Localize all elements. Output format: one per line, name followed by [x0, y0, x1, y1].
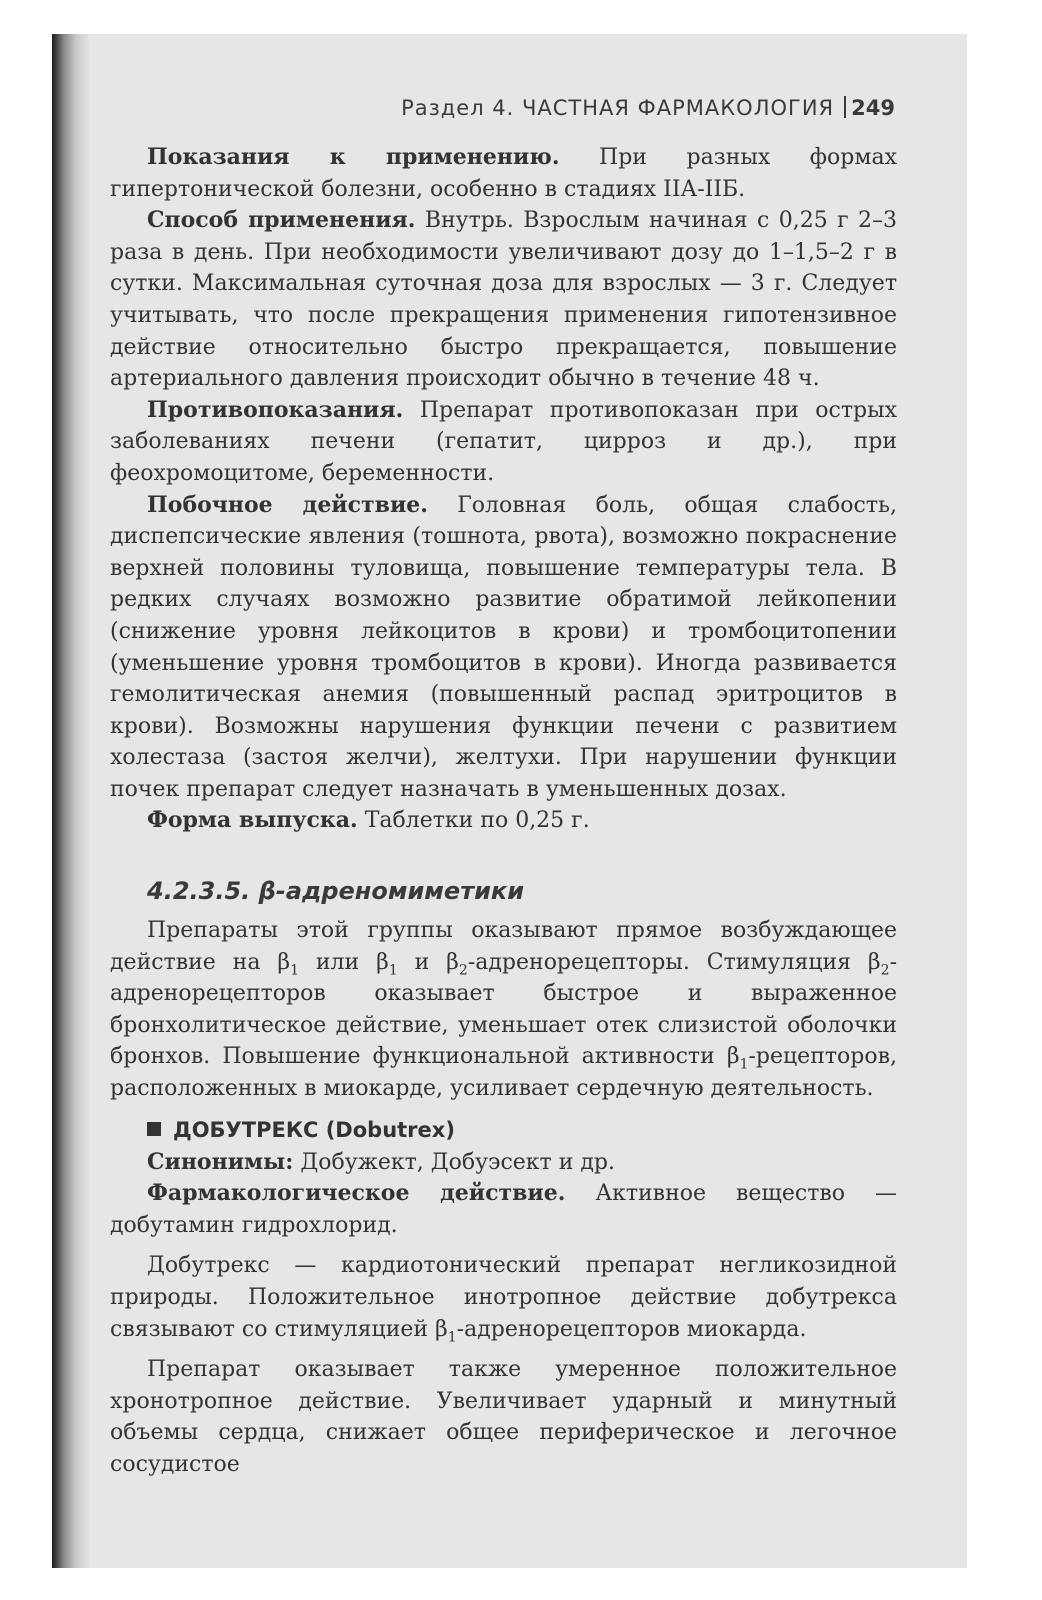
- book-page: [90, 34, 967, 1568]
- page-number: 249: [851, 96, 895, 120]
- usage-text: Внутрь. Взрослым начиная с 0,25 г 2–3 раза в день. При необходимости увеличивают дозу до 1–1,5–2 г в сутки. Максимальная суточная доза для взрослых — 3 г. Следует учитывать, что после прекращения применения гипотензивное действие относительно быстро прекращается, повышение артериального давления происходит обычно в течение 48 ч.: [110, 208, 897, 392]
- contraindications-label: Противопоказания.: [147, 396, 404, 423]
- header-separator: [844, 96, 846, 118]
- release-form-paragraph: [110, 805, 897, 837]
- header-section-title: Раздел 4. ЧАСТНАЯ ФАРМАКОЛОГИЯ: [401, 96, 835, 120]
- pharmacological-action-text: Активное вещество — добутамин гидрохлорид.: [110, 1181, 898, 1238]
- intro-text-3: и β: [397, 949, 459, 975]
- drug-heading: [110, 1113, 897, 1147]
- drug-name: ДОБУТРЕКС (Dobutrex): [173, 1117, 455, 1142]
- indications-paragraph: [110, 142, 897, 205]
- section-intro-paragraph: [110, 915, 897, 1105]
- contraindications-paragraph: [110, 395, 897, 490]
- indications-text: При разных формах гипертонической болезни, особенно в стадиях IIА-IIБ.: [110, 145, 897, 202]
- dobutrex-effects-paragraph: [110, 1354, 897, 1480]
- intro-text-1: Препараты этой группы оказывают прямое возбуждающее действие на β: [110, 918, 897, 975]
- dobutrex-effects-text: Препарат оказывает также умеренное положительное хронотропное действие. Увеличивает ударный и минутный объемы сердца, снижает общее периферическое и легочное сосудистое: [110, 1357, 897, 1477]
- synonyms-label: Синонимы:: [147, 1148, 294, 1175]
- intro-subscript-5: 1: [739, 1056, 749, 1073]
- release-form-text: Таблетки по 0,25 г.: [364, 808, 590, 834]
- usage-paragraph: [110, 205, 897, 395]
- section-heading: 4.2.3.5. β-адреномиметики: [147, 877, 525, 906]
- running-header: [401, 96, 895, 120]
- side-effects-label: Побочное действие.: [147, 491, 428, 518]
- side-effects-paragraph: [110, 490, 897, 806]
- synonyms-paragraph: [110, 1147, 897, 1179]
- intro-subscript-2: 1: [388, 962, 398, 979]
- scan-binding-shadow: [52, 34, 90, 1568]
- pharmacological-action-paragraph: [110, 1178, 897, 1241]
- pharmacological-action-label: Фармакологическое действие.: [147, 1180, 566, 1207]
- dobutrex-description-paragraph: [110, 1250, 897, 1345]
- square-bullet-icon: [147, 1122, 161, 1136]
- page-body: [110, 142, 897, 1481]
- intro-text-2: или β: [299, 949, 389, 975]
- usage-label: Способ применения.: [147, 207, 416, 234]
- release-form-label: Форма выпуска.: [147, 807, 358, 834]
- intro-text-5: -адренорецепторов оказывает быстрое и выраженное бронхолитическое действие, уменьшает отек слизистой оболочки бронхов. Повышение функциональной активности β: [110, 949, 897, 1070]
- dobutrex-description-text-a: Добутрекс — кардиотонический препарат негликозидной природы. Положительное инотропное действие добутрекса связывают со стимуляцией β: [110, 1253, 897, 1342]
- contraindications-text: Препарат противопоказан при острых заболеваниях печени (гепатит, цирроз и др.), при феохромоцитоме, беременности.: [110, 397, 897, 486]
- intro-text-4: -адренорецепторы. Стимуляция β: [467, 949, 881, 975]
- intro-subscript-3: 2: [458, 962, 468, 979]
- side-effects-text: Головная боль, общая слабость, диспепсические явления (тошнота, рвота), возможно покраснение верхней половины туловища, повышение температуры тела. В редких случаях возможно развитие обратимой лейкопении (снижение уровня лейкоцитов в крови) и тромбоцитопении (уменьшение уровня тромбоцитов в крови). Иногда развивается гемолитическая анемия (повышенный распад эритроцитов в крови). Возможны нарушения функции печени с развитием холестаза (застоя желчи), желтухи. При нарушении функции почек препарат следует назначать в уменьшенных дозах.: [110, 492, 897, 802]
- dobutrex-description-subscript: 1: [447, 1328, 457, 1345]
- synonyms-text: Добужект, Добуэсект и др.: [300, 1149, 615, 1175]
- intro-subscript-4: 2: [880, 962, 890, 979]
- intro-text-6: -рецепторов, расположенных в миокарде, усиливает сердечную деятельность.: [110, 1044, 897, 1102]
- indications-label: Показания к применению.: [147, 144, 560, 170]
- dobutrex-description-text-b: -адренорецепторов миокарда.: [456, 1316, 807, 1342]
- intro-subscript-1: 1: [290, 962, 299, 979]
